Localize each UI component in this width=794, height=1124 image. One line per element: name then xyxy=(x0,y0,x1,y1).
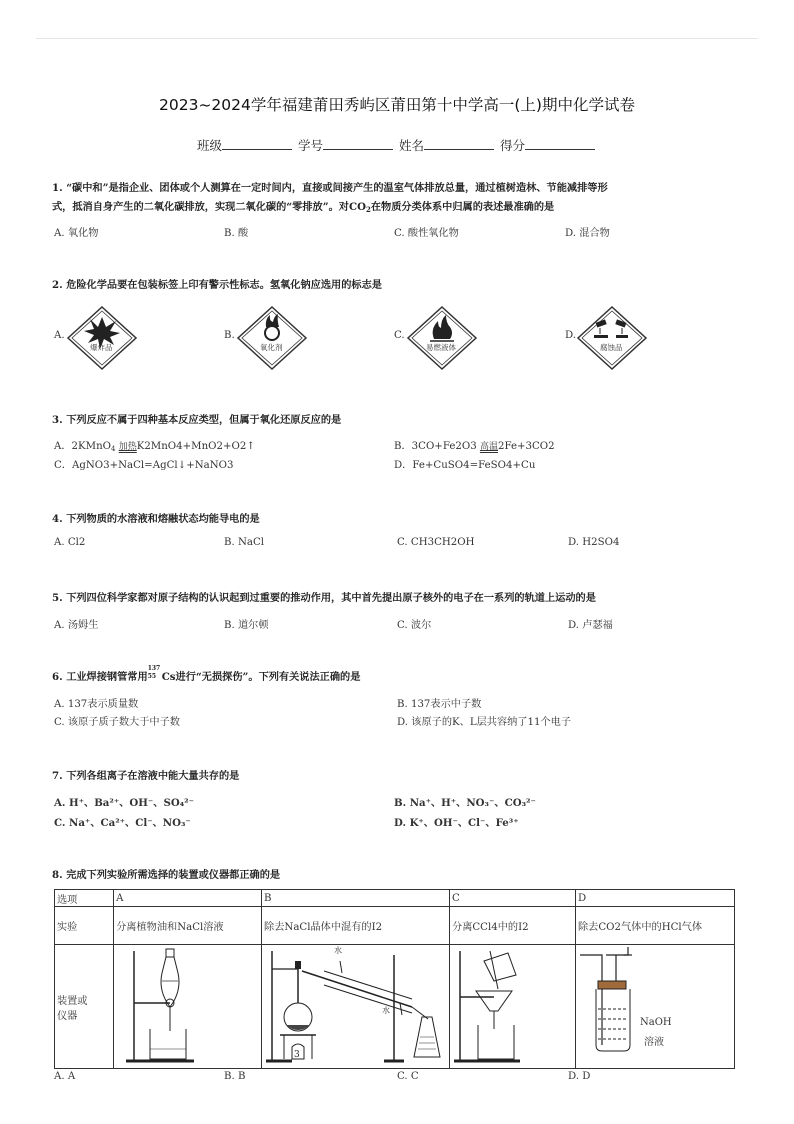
q8-experiment-row xyxy=(55,907,735,945)
water-inlet-label: 水 xyxy=(334,946,343,955)
gas-washing-bottle-apparatus xyxy=(575,945,734,1069)
filtration-apparatus xyxy=(450,945,576,1069)
q5-option-d[interactable]: D. 卢瑟福 xyxy=(568,620,613,631)
q4-option-c[interactable]: C. CH3CH2OH xyxy=(397,537,475,548)
solution-label: 溶液 xyxy=(643,1037,664,1048)
q2-option-c[interactable]: C. xyxy=(394,330,405,341)
q1-option-b[interactable]: B. 酸 xyxy=(224,228,249,239)
name-blank[interactable] xyxy=(424,139,494,150)
question-2 xyxy=(52,276,742,295)
question-8 xyxy=(52,866,742,885)
question-4 xyxy=(52,510,742,529)
q7-option-d[interactable]: D. K⁺、OH⁻、Cl⁻、Fe³⁺ xyxy=(394,817,519,829)
header-rule xyxy=(36,38,758,39)
q7-option-a[interactable]: A. H⁺、Ba²⁺、OH⁻、SO₄²⁻ xyxy=(54,797,195,809)
explosive-hazard-sign[interactable]: 爆炸品 xyxy=(66,305,138,375)
question-6-stem: 6. 工业焊接钢管常用 137 55 Cs进行“无损探伤”。下列有关说法正确的是 xyxy=(52,665,361,683)
svg-text:3: 3 xyxy=(294,1050,300,1060)
q5-option-b[interactable]: B. 道尔顿 xyxy=(224,620,269,631)
oxidizer-hazard-sign[interactable]: 氧化剂 xyxy=(236,305,308,375)
q7-option-b[interactable]: B. Na⁺、H⁺、NO₃⁻、CO₃²⁻ xyxy=(394,797,536,809)
q8-cell: B xyxy=(262,890,450,907)
question-5 xyxy=(52,589,742,608)
q6-option-b[interactable]: B. 137表示中子数 xyxy=(397,699,482,710)
q2-option-a[interactable]: A. xyxy=(54,330,65,341)
id-blank[interactable] xyxy=(323,139,393,150)
page-title: 2023~2024学年福建莆田秀屿区莆田第十中学高一(上)期中化学试卷 xyxy=(159,96,635,114)
q5-option-c[interactable]: C. 波尔 xyxy=(397,620,432,631)
q5-option-a[interactable]: A. 汤姆生 xyxy=(54,620,99,631)
q8-cell: 除去NaCl晶体中混有的I2 xyxy=(262,907,450,945)
q8-table xyxy=(54,889,735,1069)
q8-option-a[interactable]: A. A xyxy=(54,1071,76,1082)
question-7 xyxy=(52,767,742,786)
q1-option-d[interactable]: D. 混合物 xyxy=(565,228,610,239)
separatory-funnel-apparatus xyxy=(114,945,262,1069)
student-info-line xyxy=(0,136,794,154)
question-7-stem: 7. 下列各组离子在溶液中能大量共存的是 xyxy=(52,770,240,782)
q1-option-a[interactable]: A. 氧化物 xyxy=(54,228,99,239)
q7-option-c[interactable]: C. Na⁺、Ca²⁺、Cl⁻、NO₃⁻ xyxy=(54,817,191,829)
info-score-label: 得分 xyxy=(499,138,525,153)
q2-option-d[interactable]: D. xyxy=(565,330,577,341)
question-1 xyxy=(52,179,742,219)
q6-option-d[interactable]: D. 该原子的K、L层共容纳了11个电子 xyxy=(397,717,572,728)
q4-option-b[interactable]: B. NaCl xyxy=(224,537,265,548)
q8-option-b[interactable]: B. B xyxy=(224,1071,246,1082)
q8-cell: A xyxy=(114,890,262,907)
q8-cell: 实验 xyxy=(55,907,114,945)
flammable-liquid-hazard-sign[interactable]: 易燃液体 xyxy=(406,305,478,375)
question-5-stem: 5. 下列四位科学家都对原子结构的认识起到过重要的推动作用，其中首先提出原子核外的电子在一系列的轨道上运动的是 xyxy=(52,592,596,604)
q8-cell: 分离植物油和NaCl溶液 xyxy=(114,907,262,945)
q8-option-d[interactable]: D. D xyxy=(568,1071,591,1082)
distillation-apparatus xyxy=(262,945,450,1069)
corrosive-hazard-sign[interactable]: 腐蚀品 xyxy=(576,305,648,375)
q3-option-c[interactable]: C．AgNO3+NaCl=AgCl↓+NaNO3 xyxy=(54,460,234,471)
q8-cell: 分离CCl4中的I2 xyxy=(450,907,576,945)
q8-cell: 选项 xyxy=(55,890,114,907)
q1-option-c[interactable]: C. 酸性氧化物 xyxy=(394,228,459,239)
question-1-stem: 1. “碳中和”是指企业、团体或个人测算在一定时间内，直接或间接产生的温室气体排放总量，通过植树造林、节能减排等形 式，抵消自身产生的二氧化碳排放，实现二氧化碳的“零排放”。对$CO_2$在物质分类体系中归属的表述最准确的是 xyxy=(52,182,608,214)
question-4-stem: 4. 下列物质的水溶液和熔融状态均能导电的是 xyxy=(52,513,260,525)
q3-option-b[interactable]: B．3CO+Fe2O3 高温2Fe+3CO2 xyxy=(394,441,555,452)
question-2-stem: 2. 危险化学品要在包装标签上印有警示性标志。氢氧化钠应选用的标志是 xyxy=(52,279,382,291)
info-class-label: 班级 xyxy=(196,138,222,153)
q8-cell: C xyxy=(450,890,576,907)
q3-option-a[interactable]: A．2KMnO$_4$ 加热K2MnO4+MnO2+O2↑ xyxy=(54,441,255,453)
info-name-label: 姓名 xyxy=(398,138,424,153)
question-3 xyxy=(52,411,742,430)
naoh-label: NaOH xyxy=(639,1017,672,1028)
class-blank[interactable] xyxy=(222,139,292,150)
q6-option-a[interactable]: A. 137表示质量数 xyxy=(54,699,139,710)
q8-header-row xyxy=(55,890,735,907)
q4-option-d[interactable]: D. H2SO4 xyxy=(568,537,620,548)
info-id-label: 学号 xyxy=(297,138,323,153)
q8-apparatus-row xyxy=(55,945,735,1069)
q8-cell: 除去CO2气体中的HCl气体 xyxy=(575,907,734,945)
q6-option-c[interactable]: C. 该原子质子数大于中子数 xyxy=(54,717,180,728)
q8-cell: D xyxy=(575,890,734,907)
q8-cell: 装置或 仪器 xyxy=(55,945,114,1069)
q4-option-a[interactable]: A. Cl2 xyxy=(54,537,86,548)
q3-option-d[interactable]: D．Fe+CuSO4=FeSO4+Cu xyxy=(394,460,536,471)
question-8-stem: 8. 完成下列实验所需选择的装置或仪器都正确的是 xyxy=(52,869,281,881)
question-3-stem: 3. 下列反应不属于四种基本反应类型，但属于氧化还原反应的是 xyxy=(52,414,342,426)
q8-option-c[interactable]: C. C xyxy=(397,1071,419,1082)
water-outlet-label: 水 xyxy=(382,1006,391,1015)
score-blank[interactable] xyxy=(525,139,595,150)
q2-option-b[interactable]: B. xyxy=(224,330,235,341)
question-6 xyxy=(52,665,742,687)
